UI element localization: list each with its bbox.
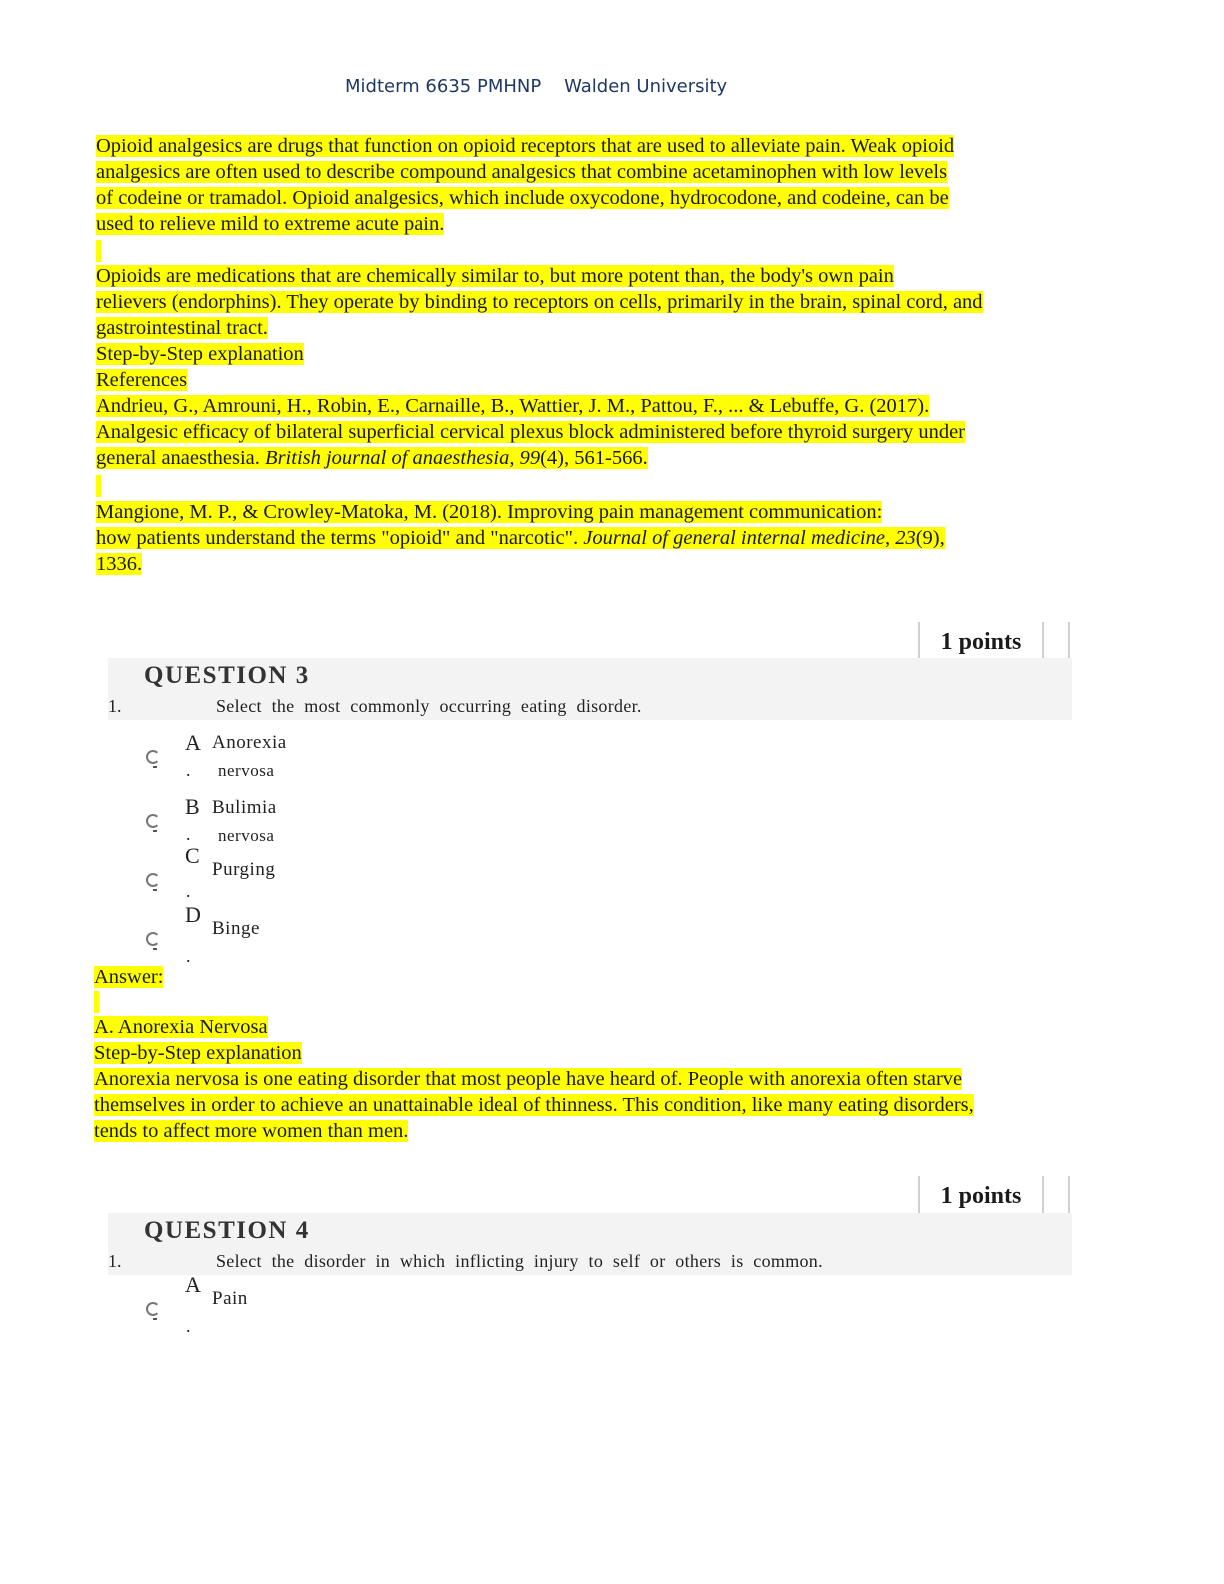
option-label: Bulimia: [212, 797, 277, 818]
radio-icon[interactable]: [146, 932, 160, 946]
highlight-marker: [94, 991, 99, 1013]
explanation-line-2: themselves in order to achieve an unattainable ideal of thinness. This condition, like many eating disorders,: [94, 1094, 974, 1116]
highlight-marker: [96, 475, 101, 497]
question-number: 1.: [108, 696, 122, 716]
radio-icon[interactable]: [146, 814, 160, 828]
intro-p1-line-2: analgesics are often used to describe compound analgesics that combine acetaminophen with low levels: [96, 161, 948, 183]
question-number: 1.: [108, 1251, 122, 1271]
reference-2-journal: Journal of general internal medicine: [583, 527, 885, 549]
step-label: Step-by-Step explanation: [94, 1042, 302, 1064]
option-label-2: nervosa: [218, 826, 275, 845]
question-3-answer: [94, 964, 1094, 990]
option-label: Binge: [212, 918, 260, 939]
reference-2-volume: 23: [895, 527, 916, 549]
reference-2-line-2: [96, 527, 945, 549]
option-dot: .: [186, 760, 191, 780]
option-label: Pain: [212, 1288, 248, 1309]
intro-p1-line-3: of codeine or tramadol. Opioid analgesics, which include oxycodone, hydrocodone, and codeine, can be: [96, 187, 949, 209]
option-label-2: nervosa: [218, 761, 275, 780]
answer-value: A. Anorexia Nervosa: [94, 1016, 268, 1038]
reference-1-journal: British journal of anaesthesia: [265, 447, 510, 469]
option-letter: A: [185, 1272, 201, 1297]
question-text: Select the disorder in which inflicting injury to self or others is common.: [216, 1251, 823, 1271]
question-3-points: [918, 622, 1070, 660]
option-dot: .: [186, 824, 191, 844]
reference-2-issue: (9),: [915, 527, 945, 549]
intro-p1-line-4: used to relieve mild to extreme acute pain.: [96, 213, 445, 235]
option-letter: A: [185, 730, 201, 755]
document-header: Midterm 6635 PMHNP Walden University: [345, 76, 728, 97]
question-3-header: [108, 658, 1072, 720]
intro-paragraph-1: [96, 133, 1096, 237]
reference-2-line-3: 1336.: [96, 553, 143, 575]
question-text: Select the most commonly occurring eating disorder.: [216, 696, 642, 716]
reference-2-line-1: Mangione, M. P., & Crowley-Matoka, M. (2018). Improving pain management communication:: [96, 501, 883, 523]
option-label: Purging: [212, 859, 276, 880]
points-label: 1 points: [920, 1176, 1044, 1214]
option-d[interactable]: [140, 902, 440, 966]
question-title: QUESTION 3: [144, 662, 310, 689]
option-dot: .: [186, 946, 191, 966]
reference-1-line-3: [96, 447, 648, 469]
reference-1-volume: 99: [519, 447, 541, 469]
intro-step-label: Step-by-Step explanation: [96, 343, 304, 365]
option-c[interactable]: [140, 843, 440, 903]
question-4-header: [108, 1213, 1072, 1275]
reference-2-separator: ,: [884, 527, 896, 549]
question-4-points: [918, 1176, 1070, 1214]
option-a[interactable]: [140, 1272, 440, 1336]
question-3-explanation: [94, 1014, 1094, 1144]
option-a[interactable]: [140, 730, 440, 790]
question-title: QUESTION 4: [144, 1217, 310, 1244]
option-label: Anorexia: [212, 732, 287, 753]
explanation-line-1: Anorexia nervosa is one eating disorder that most people have heard of. People with anorexia often starve: [94, 1068, 963, 1090]
intro-paragraph-2: [96, 263, 1096, 471]
radio-icon[interactable]: [146, 873, 160, 887]
explanation-line-3: tends to affect more women than men.: [94, 1120, 409, 1142]
reference-2: [96, 499, 1096, 577]
reference-1-line-2: Analgesic efficacy of bilateral superficial cervical plexus block administered before thyroid surgery under: [96, 421, 966, 443]
option-dot: .: [186, 1316, 191, 1336]
option-letter: C: [185, 843, 200, 868]
reference-1-pages: (4), 561-566.: [540, 447, 648, 469]
option-letter: B: [185, 794, 200, 819]
intro-p2-line-2: relievers (endorphins). They operate by binding to receptors on cells, primarily in the brain, spinal cord, and: [96, 291, 983, 313]
points-label: 1 points: [920, 622, 1044, 660]
reference-1-title-end: general anaesthesia.: [96, 447, 266, 469]
reference-1-line-1: Andrieu, G., Amrouni, H., Robin, E., Carnaille, B., Wattier, J. M., Pattou, F., ... & Lebuffe, G. (2017).: [96, 395, 930, 417]
radio-icon[interactable]: [146, 750, 160, 764]
references-label: References: [96, 369, 188, 391]
option-dot: .: [186, 881, 191, 901]
answer-label: Answer:: [94, 966, 164, 988]
reference-1-separator: ,: [509, 447, 520, 469]
intro-p2-line-1: Opioids are medications that are chemically similar to, but more potent than, the body's own pain: [96, 265, 894, 287]
intro-p1-line-1: Opioid analgesics are drugs that function on opioid receptors that are used to alleviate pain. Weak opioid: [96, 135, 955, 157]
option-letter: D: [185, 902, 201, 927]
intro-p2-line-3: gastrointestinal tract.: [96, 317, 268, 339]
radio-icon[interactable]: [146, 1302, 160, 1316]
highlight-marker: [96, 240, 101, 262]
reference-2-title-end: how patients understand the terms "opioid" and "narcotic".: [96, 527, 584, 549]
